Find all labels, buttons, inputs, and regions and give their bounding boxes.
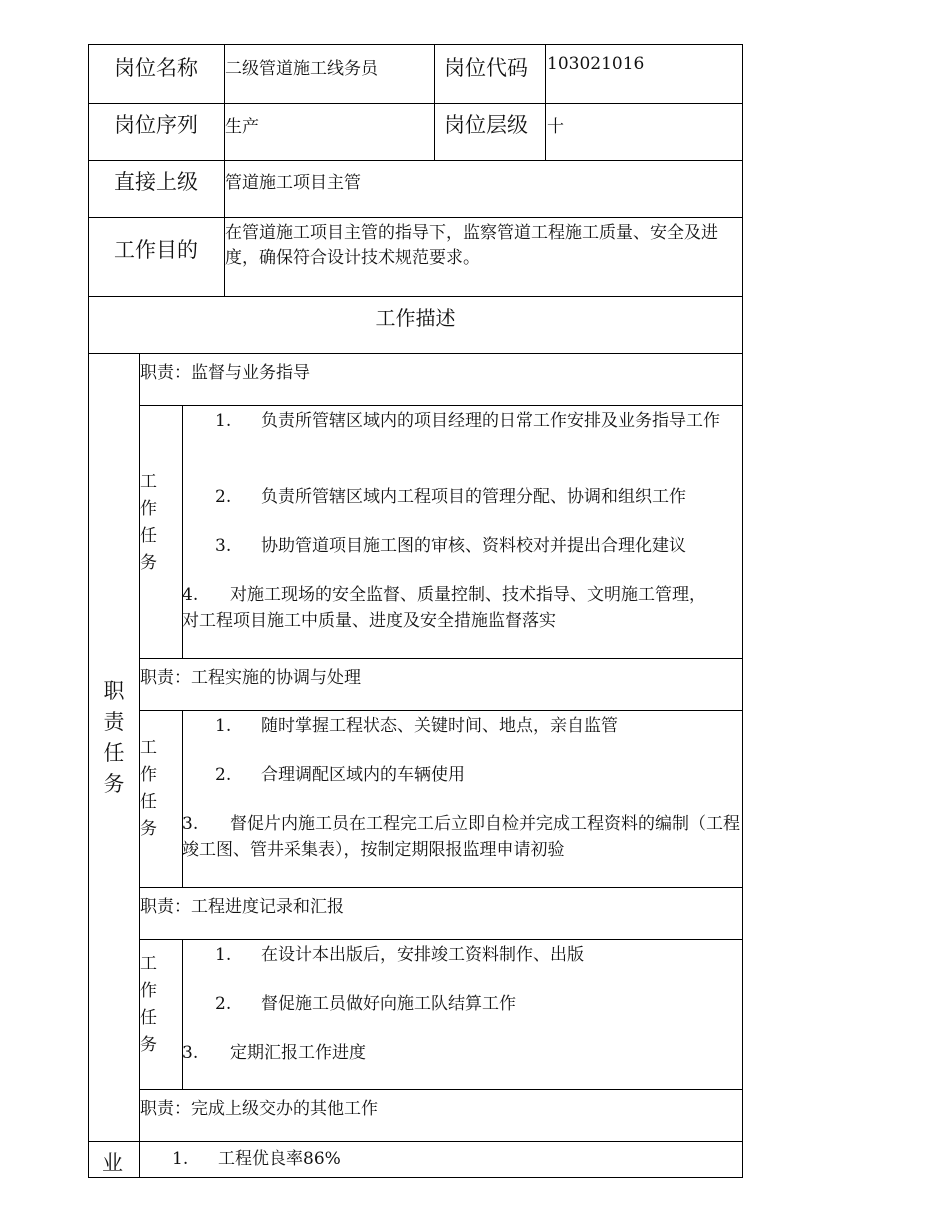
grid-line [139, 658, 743, 659]
grid-line [139, 887, 743, 888]
superior-value: 管道施工项目主管 [225, 173, 361, 193]
purpose-value: 在管道施工项目主管的指导下，监察管道工程施工质量、安全及进度，确保符合设计技术规范要求。 [225, 223, 718, 268]
grid-line [88, 44, 89, 1178]
task-item: 4. 对施工现场的安全监督、质量控制、技术指导、文明施工管理，对工程项目施工中质量、进度及安全措施监督落实 [182, 585, 706, 631]
grid-line [88, 217, 743, 218]
position-level-label: 岗位层级 [444, 113, 528, 137]
grid-line [139, 405, 743, 406]
grid-line [88, 160, 743, 161]
grid-line [88, 353, 743, 354]
task-label: 工作任务 [140, 738, 157, 839]
grid-line [88, 1141, 743, 1142]
grid-line [88, 1177, 743, 1178]
task-label: 工作任务 [140, 954, 157, 1055]
grid-line [139, 710, 743, 711]
grid-line [742, 44, 743, 1178]
task-item: 3. 督促片内施工员在工程完工后立即自检并完成工程资料的编制（工程竣工图、管井采集表），按制定期限报监理申请初验 [182, 814, 740, 860]
duty-title: 职责：完成上级交办的其他工作 [140, 1099, 378, 1119]
purpose-label: 工作目的 [114, 238, 198, 262]
task-item: 2. 负责所管辖区域内工程项目的管理分配、协调和组织工作 [215, 487, 686, 507]
position-code-value: 103021016 [547, 54, 645, 74]
task-item: 2. 督促施工员做好向施工队结算工作 [215, 994, 516, 1014]
task-item: 3. 协助管道项目施工图的审核、资料校对并提出合理化建议 [215, 536, 686, 556]
description-title: 工作描述 [375, 306, 456, 330]
grid-line [434, 44, 435, 161]
position-series-label: 岗位序列 [114, 113, 198, 137]
grid-line [88, 44, 743, 45]
position-name-value: 二级管道施工线务员 [225, 59, 378, 79]
duties-label: 职责任务 [103, 679, 125, 796]
grid-line [182, 939, 183, 1090]
duty-title: 职责：工程实施的协调与处理 [140, 668, 361, 688]
job-description-form [88, 44, 743, 1178]
task-item: 3. 定期汇报工作进度 [182, 1043, 366, 1063]
position-series-value: 生产 [225, 117, 259, 137]
position-level-value: 十 [547, 117, 564, 137]
performance-label: 业 [102, 1151, 123, 1175]
grid-line [545, 44, 546, 161]
task-item: 1. 在设计本出版后，安排竣工资料制作、出版 [215, 945, 584, 965]
grid-line [139, 939, 743, 940]
task-item: 1. 随时掌握工程状态、关键时间、地点，亲自监管 [215, 716, 618, 736]
superior-label: 直接上级 [114, 170, 198, 194]
grid-line [88, 296, 743, 297]
duty-title: 职责：监督与业务指导 [140, 363, 310, 383]
task-item: 2. 合理调配区域内的车辆使用 [215, 765, 465, 785]
grid-line [88, 103, 743, 104]
position-code-label: 岗位代码 [444, 56, 528, 80]
performance-item: 1. 工程优良率86% [172, 1149, 341, 1169]
duty-title: 职责：工程进度记录和汇报 [140, 897, 344, 917]
task-label: 工作任务 [140, 472, 157, 573]
grid-line [139, 1089, 743, 1090]
task-item: 1. 负责所管辖区域内的项目经理的日常工作安排及业务指导工作 [215, 411, 720, 431]
position-name-label: 岗位名称 [114, 56, 198, 80]
